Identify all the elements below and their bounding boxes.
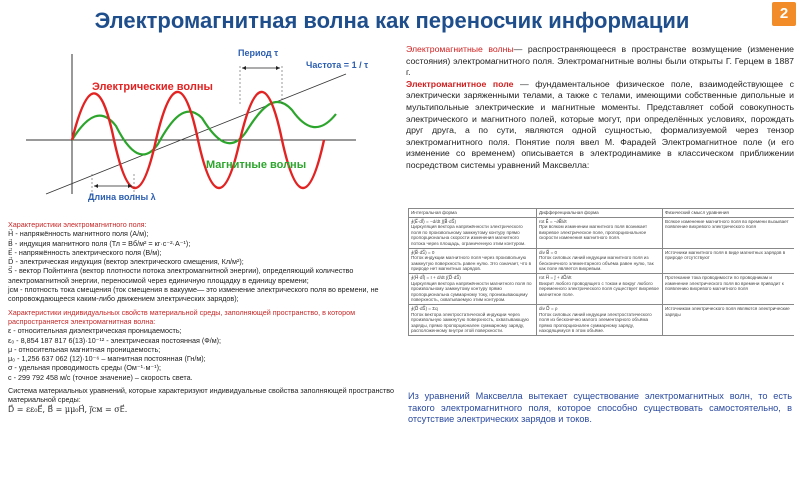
em-field-definition: — фундаментальное физическое поле, взаимодействующее с электрически заряженными телами, а также с телами, имеющими собственные дипольные и мультипольные электрические и магнитные моменты. Представляет собой совокупность электрического и магнитного полей, которые могут, при определённых условиях, порождать друг друга, а по сути, являются одной сущностью, формализуемой через тензор электромагнитного поля. Понятие поля ввел М. Фарадей Электромагнитное поле (и его изменение со временем) описывается в электродинамике в классическом приближении посредством системы уравнений Максвелла:	[406, 78, 794, 170]
integral-formula: ∮(H⃗·dl⃗) = I + d/dt ∫(D⃗·dS⃗)	[411, 274, 461, 280]
physical-meaning: Источником электрического поля являются электрические заряды	[663, 304, 795, 335]
period-label: Период τ	[238, 48, 279, 58]
maxwell-equations-table	[408, 208, 794, 336]
table-header-cell: Интегральная форма	[409, 209, 537, 218]
differential-description: При всяком изменении магнитного поля возникает вихревое электрическое поле, пропорциональное скорости изменения магнитного поля.	[539, 224, 648, 241]
table-row	[409, 248, 795, 273]
medium-char-item: ε - относительная диэлектрическая проницаемость;	[8, 326, 182, 336]
integral-description: Циркуляция вектора напряжённости магнитного поля по произвольному замкнутому контуру прямо пропорциональна суммарному току, пронизывающему поверхность, охватываемую этим контуром.	[411, 280, 532, 303]
table-header-cell: Физический смысл уравнения	[663, 209, 795, 218]
integral-formula: ∮(D⃗·dS⃗) = Σq	[411, 305, 438, 311]
em-characteristics-header: Характеристики электромагнитного поля:	[8, 220, 147, 229]
material-equations-intro: Система материальных уравнений, которые характеризуют индивидуальные свойства заполняющей пространство материальной среды:	[8, 386, 395, 405]
magnetic-wave-label: Магнитные волны	[206, 159, 307, 171]
wavelength-label: Длина волны λ	[88, 192, 156, 202]
em-wave-diagram	[6, 44, 404, 216]
em-char-item: S⃗ - вектор Пойнтинга (вектор плотности потока электромагнитной энергии), определяющий количество электромагнитной энергии, переносимой через единичную площадку в единицу времени;	[8, 266, 354, 285]
conclusion-text: Из уравнений Максвелла вытекает существование электромагнитных волн, то есть такого электромагнитного поля, которое способно существовать самостоятельно, в отсутствие электрических зарядов и токов.	[408, 391, 792, 424]
frequency-label: Частота = 1 / τ	[306, 60, 369, 70]
material-equations: D⃗ = εε₀E⃗, B⃗ = μμ₀H⃗, j⃗см = σE⃗.	[8, 404, 128, 414]
integral-description: Поток вектора электростатической индукции через произвольную замкнутую поверхность, охватывающую заряды, прямо пропорционален суммарному заряду, расположенному внутри этой поверхности.	[411, 311, 529, 334]
table-row	[409, 304, 795, 335]
page-title: Электромагнитная волна как переносчик информации	[94, 8, 690, 33]
electric-wave-label: Электрические волны	[92, 81, 213, 93]
em-waves-term: Электромагнитные волны	[406, 44, 514, 54]
differential-description: Поток силовых линий индукции магнитного поля из бесконечного элементарного объёма равен нулю, так как поле является вихревым.	[539, 255, 654, 272]
differential-formula: div B⃗ = 0	[539, 249, 558, 255]
slide-number-badge: 2	[772, 2, 796, 26]
medium-char-item: μ - относительная магнитная проницаемость;	[8, 344, 161, 354]
differential-formula: div D⃗ = ρ	[539, 305, 558, 311]
physical-meaning: Всякое изменение магнитного поля во времени вызывает появление вихревого электрического поля	[663, 217, 795, 248]
table-header-cell: Дифференциальная форма	[537, 209, 663, 218]
medium-char-item: ε₀ - 8,854 187 817 6(13)·10⁻¹² - электрическая постоянная (Ф/м);	[8, 335, 222, 345]
medium-char-item: μ₀ - 1,256 637 062 (12)·10⁻⁶ – магнитная постоянная (Гн/м);	[8, 354, 206, 364]
medium-char-item: σ - удельная проводимость среды (Ом⁻¹·м⁻¹);	[8, 363, 161, 373]
integral-description: Циркуляция вектора напряжённости электрического поля по произвольному замкнутому контуру прямо пропорциональна скорости изменения магнитного потока через площадь, ограниченную этим контуром.	[411, 224, 526, 246]
maxwell-table-wrapper	[408, 208, 794, 482]
differential-formula: rot H⃗ = j⃗ + ∂D⃗/∂t	[539, 274, 572, 280]
em-char-item: H⃗ - напряжённость магнитного поля (А/м);	[8, 229, 149, 239]
differential-description: Поток силовых линий индукции электростатического поля из бесконечно малого элементарного объёма прямо пропорционален суммарному заряду, находящемуся в этом объёме.	[539, 311, 652, 334]
physical-meaning: Источники магнитного поля в виде магнитных зарядов в природе отсутствуют	[663, 248, 795, 273]
differential-formula: rot E⃗ = −∂B⃗/∂t	[539, 218, 567, 224]
em-char-item: D⃗ - электрическая индукция (вектор электрического смещения, Кл/м²);	[8, 257, 244, 267]
differential-description: Вихрит любого проводящего с током и вокруг любого переменного электрического поля существует вихревое магнитное поле.	[539, 280, 659, 297]
em-char-item: jсм - плотность тока смещения (ток смещения в вакууме— это изменение электрического поля во времени, не сопровождающееся каким-либо движением электрических зарядов);	[8, 285, 379, 304]
table-row	[409, 273, 795, 304]
table-header-row	[409, 209, 795, 218]
medium-characteristics-header: Характеристики индивидуальных свойств материальной среды, заполняющей пространство, в котором распространяется электромагнитная волна:	[8, 307, 356, 326]
integral-description: Поток индукции магнитного поля через произвольную замкнутую поверхность равен нулю. Это означает, что в природе нет магнитных зарядов.	[411, 255, 532, 272]
characteristics-block	[8, 220, 400, 414]
em-waves-definition: — распространяющееся в пространстве возмущение (изменение состояния) электромагнитного поля. Электромагнитные волны были открыты Г. Герцем в 1887 г.	[406, 44, 794, 78]
em-char-item: B⃗ - индукция магнитного поля (Тл = Вб/м² = кг·с⁻²·А⁻¹);	[8, 238, 191, 248]
em-field-term: Электромагнитное поле	[406, 78, 514, 89]
definitions-block	[406, 44, 794, 172]
integral-formula: ∮(E⃗·dl⃗) = −d/dt ∫(B⃗·dS⃗)	[411, 218, 457, 224]
em-char-item: E⃗ - напряжённость электрического поля (В/м);	[8, 247, 162, 257]
medium-char-item: c - 299 792 458 м/с (точное значение) – скорость света.	[8, 372, 193, 382]
integral-formula: ∮(B⃗·dS⃗) = 0	[411, 249, 435, 255]
physical-meaning: Протекание тока проводимости по проводникам и изменение электрического поля во времени приводит к появлению вихревого магнитного поля	[663, 273, 795, 304]
table-row	[409, 217, 795, 248]
